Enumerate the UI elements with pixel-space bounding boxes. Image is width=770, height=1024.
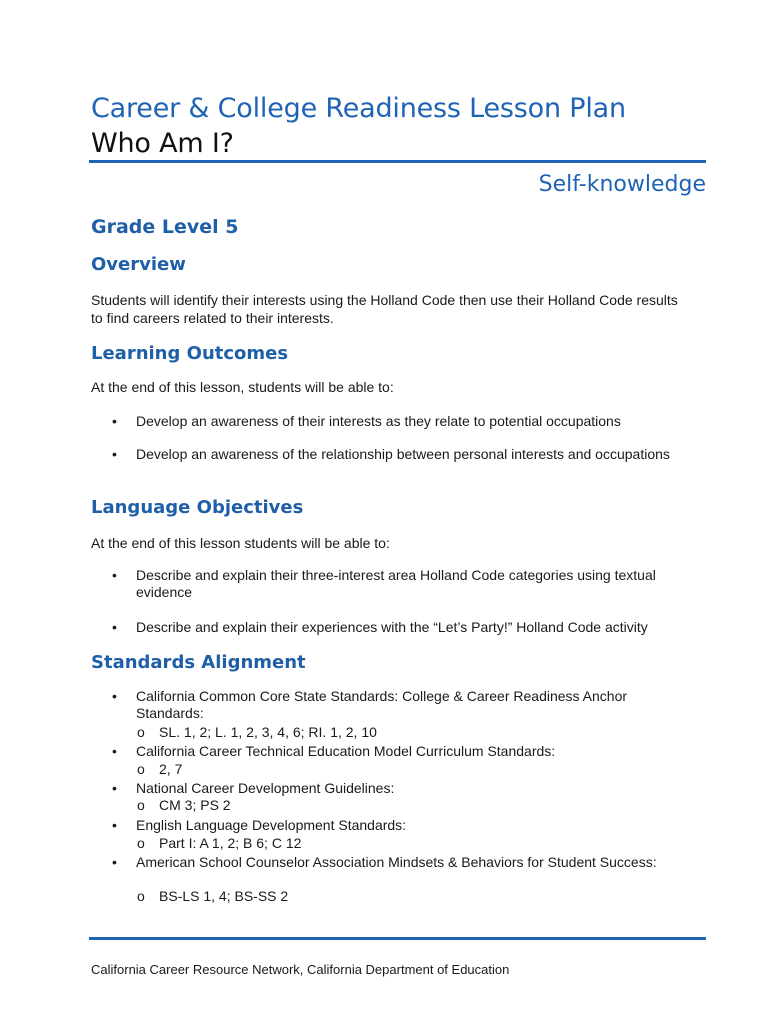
footer-text: California Career Resource Network, California Department of Education <box>91 962 510 977</box>
list-item-text: American School Counselor Association Mindsets & Behaviors for Student Success: <box>136 854 657 870</box>
list-item-text: English Language Development Standards: <box>136 817 407 833</box>
list-item <box>112 817 706 834</box>
overview-heading: Overview <box>91 254 186 275</box>
list-item <box>112 854 706 871</box>
list-item-text: California Common Core State Standards: College & Career Readiness Anchor Standards: <box>136 688 628 721</box>
language-objectives-heading: Language Objectives <box>91 497 304 518</box>
bullet-icon: • <box>112 567 117 583</box>
sub-list-item-text: 2, 7 <box>159 761 183 777</box>
list-item <box>112 413 706 430</box>
document-title: Career & College Readiness Lesson Plan <box>91 93 626 124</box>
list-item-text: National Career Development Guidelines: <box>136 780 395 796</box>
sub-list-item-text: Part I: A 1, 2; B 6; C 12 <box>159 835 302 851</box>
bullet-icon: • <box>112 817 117 833</box>
sub-bullet-icon: o <box>137 835 145 851</box>
list-item-text: California Career Technical Education Model Curriculum Standards: <box>136 743 556 759</box>
list-item-text: Describe and explain their three-interest area Holland Code categories using textual evidence <box>136 567 656 600</box>
bullet-icon: • <box>112 619 117 635</box>
learning-outcomes-intro: At the end of this lesson, students will be able to: <box>91 379 394 395</box>
sub-list-item <box>137 761 699 778</box>
bullet-icon: • <box>112 413 117 429</box>
lesson-plan-page <box>91 0 706 1024</box>
bullet-icon: • <box>112 446 117 462</box>
list-item <box>112 743 706 760</box>
overview-text: Students will identify their interests using the Holland Code then use their Holland Code results to find careers related to their interests. <box>91 292 678 326</box>
header-divider <box>89 160 706 163</box>
list-item <box>112 780 706 797</box>
bullet-icon: • <box>112 780 117 796</box>
sub-list-item-text: BS-LS 1, 4; BS-SS 2 <box>159 888 289 904</box>
sub-list-item <box>137 797 699 814</box>
list-item <box>112 567 706 601</box>
list-item <box>112 446 706 463</box>
sub-bullet-icon: o <box>137 724 145 740</box>
footer-divider <box>89 937 706 940</box>
standards-alignment-heading: Standards Alignment <box>91 652 306 673</box>
bullet-icon: • <box>112 743 117 759</box>
sub-bullet-icon: o <box>137 761 145 777</box>
sub-list-item-text: SL. 1, 2; L. 1, 2, 3, 4, 6; RI. 1, 2, 10 <box>159 724 377 740</box>
sub-list-item <box>137 724 699 741</box>
sub-bullet-icon: o <box>137 888 145 904</box>
sub-list-item <box>137 888 699 905</box>
sub-list-item <box>137 835 699 852</box>
learning-outcomes-heading: Learning Outcomes <box>91 343 289 364</box>
bullet-icon: • <box>112 854 117 870</box>
list-item-text: Develop an awareness of the relationship between personal interests and occupations <box>136 446 670 462</box>
language-objectives-intro: At the end of this lesson students will be able to: <box>91 535 390 551</box>
sub-bullet-icon: o <box>137 797 145 813</box>
document-subtitle: Who Am I? <box>91 128 234 159</box>
list-item <box>112 619 706 636</box>
list-item-text: Develop an awareness of their interests as they relate to potential occupations <box>136 413 621 429</box>
bullet-icon: • <box>112 688 117 704</box>
grade-level-heading: Grade Level 5 <box>91 216 239 238</box>
list-item-text: Describe and explain their experiences with the “Let’s Party!” Holland Code activity <box>136 619 648 635</box>
sub-list-item-text: CM 3; PS 2 <box>159 797 231 813</box>
list-item <box>112 688 636 722</box>
topic-label: Self-knowledge <box>538 172 706 197</box>
